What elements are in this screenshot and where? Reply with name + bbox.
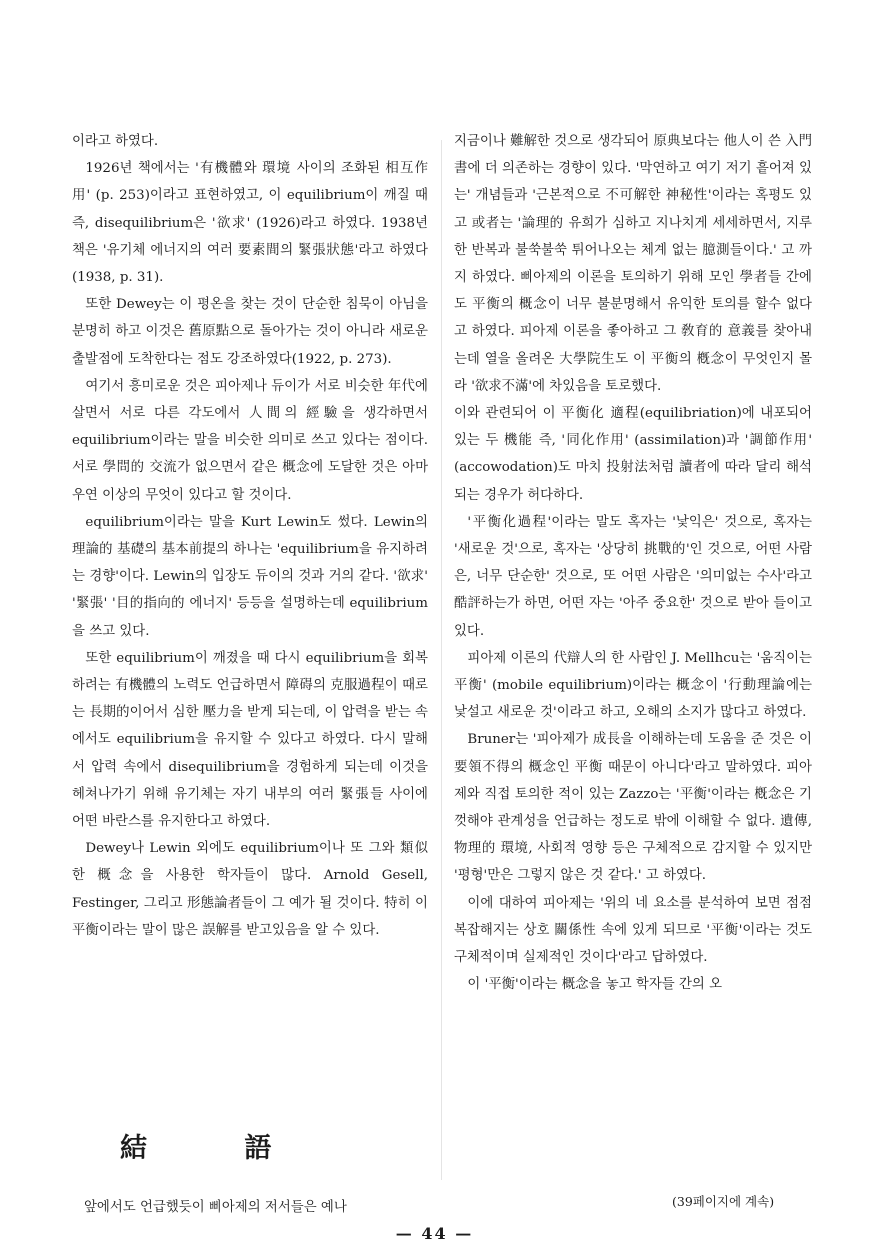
continued-note: (39페이지에 계속): [672, 1194, 775, 1209]
right-paragraph-2: 이와 관련되어 이 平衡化 適程(equilibriation)에 내포되어 있는 두 機能 즉, '同化作用' (assimilation)과 '調節作用' (accowodation)도 마치 投射法처럼 讀者에 따라 달리 해석되는 경우가 허다하다.: [454, 406, 812, 503]
right-paragraph-7: 이 '平衡'이라는 概念을 놓고 학자들 간의 오: [467, 977, 723, 993]
right-paragraph-3: '平衡化過程'이라는 말도 혹자는 '낯익은' 것으로, 혹자는 '새로운 것'으로, 혹자는 '상당히 挑戰的'인 것으로, 어떤 사람은, 너무 단순한' 것으로, 또 어떤 사람은 '의미없는 수사'라고 酷評하는가 하면, 어떤 자는 '아주 중요한' 것으로 받아 들이고 있다.: [454, 514, 812, 639]
left-paragraph-3: 또한 Dewey는 이 평온을 찾는 것이 단순한 침묵이 아님을 분명히 하고 이것은 舊原點으로 돌아가는 것이 아니라 새로운 출발점에 도착한다는 점도 강조하였다(1922, p. 273).: [72, 297, 428, 367]
section-heading: 結 語: [120, 1133, 316, 1164]
column-divider: [441, 140, 442, 1180]
left-paragraph-7: Dewey나 Lewin 외에도 equilibrium이나 또 그와 類似한 概念을 사용한 학자들이 많다. Arnold Gesell, Festinger, 그리고 形態論者들이 그 예가 될 것이다. 特히 이 平衡이라는 말이 많은 誤解를 받고있음을 알 수 있다.: [72, 841, 428, 938]
left-paragraph-5: equilibrium이라는 말을 Kurt Lewin도 썼다. Lewin의 理論的 基礎의 基本前提의 하나는 'equilibrium을 유지하려는 경향'이다. Lewin의 입장도 듀이의 것과 거의 같다. '欲求' '緊張' '目的指向的 에너지' 등등을 설명하는데 equilibrium을 쓰고 있다.: [72, 514, 428, 639]
right-paragraph-1: 지금이나 難解한 것으로 생각되어 原典보다는 他人이 쓴 入門書에 더 의존하는 경향이 있다. '막연하고 여기 저기 흩어져 있는' 개념들과 '근본적으로 不可解한 神秘性'이라는 혹평도 있고 或者는 '論理的 유희가 심하고 지나치게 세세하면서, 지루한 반복과 불쑥불쑥 튀어나오는 체계 없는 臆測들이다.' 고 까지 하였다. 삐아제의 이론을 토의하기 위해 모인 學者들 간에도 平衡의 概念이 너무 불분명해서 유익한 토의를 할수 없다고 하였다. 피아제 이론을 좋아하고 그 敎育的 意義를 찾아내는데 열을 올려온 大學院生도 이 平衡의 槪念이 무엇인지 몰라 '欲求不滿'에 차있음을 토로했다.: [454, 134, 812, 394]
right-paragraph-4: 피아제 이론의 代辯人의 한 사람인 J. Mellhcu는 '움직이는 平衡' (mobile equilibrium)이라는 概念이 '行動理論에는 낯설고 새로운 것'이라고 하고, 오해의 소지가 많다고 하였다.: [454, 650, 812, 721]
page-number: — 44 —: [395, 1224, 474, 1243]
left-paragraph-4: 여기서 흥미로운 것은 피아제나 듀이가 서로 비슷한 年代에 살면서 서로 다른 각도에서 人間의 經驗을 생각하면서 equilibrium이라는 말을 비슷한 의미로 쓰고 있다는 점이다. 서로 學問的 交流가 없으면서 같은 概念에 도달한 것은 아마 우연 이상의 무엇이 있다고 할 것이다.: [72, 378, 428, 503]
right-paragraph-5: Bruner는 '피아제가 成長을 이해하는데 도움을 준 것은 이 要領不得의 概念인 平衡 때문이 아니다'라고 말하였다. 피아제와 직접 토의한 적이 있는 Zazzo는 '平衡'이라는 槪念은 기껏해야 관계성을 언급하는 정도로 밖에 이해할 수 없다. 遺傳, 物理的 環境, 사회적 영향 등은 구체적으로 감지할 수 있지만 '평형'만은 그렇지 않은 것 같다.' 고 하였다.: [454, 732, 812, 884]
left-column: [72, 128, 428, 944]
left-last-line: 앞에서도 언급했듯이 삐아제의 저서들은 예나: [84, 1200, 347, 1215]
right-column: [454, 128, 812, 999]
left-paragraph-6: 또한 equilibrium이 깨졌을 때 다시 equilibrium을 회복하려는 有機體의 노력도 언급하면서 障碍의 克服過程이 때로는 長期的이어서 심한 壓力을 받게 되는데, 이 압력을 받는 속에서도 equilibrium을 유지할 수 있다고 하였다. 다시 말해서 압력 속에서 disequilibrium을 경험하게 되는데 이것을 헤쳐나가기 위해 유기체는 자기 내부의 여러 緊張들 사이에 어떤 바란스를 유지한다고 하였다.: [72, 650, 428, 830]
right-paragraph-6: 이에 대하여 피아제는 '위의 네 요소를 분석하여 보면 점점 복잡해지는 상호 關係性 속에 있게 되므로 '平衡'이라는 것도 구체적이며 실제적인 것이다'라고 답하였다.: [454, 895, 812, 966]
left-paragraph-2: 1926년 책에서는 '有機體와 環境 사이의 조화된 相互作用' (p. 253)이라고 표현하였고, 이 equilibrium이 깨질 때 즉, disequilibrium은 '欲求' (1926)라고 하였다. 1938년 책은 '유기체 에너지의 여러 要素間의 緊張狀態'라고 하였다 (1938, p. 31).: [72, 161, 428, 286]
left-paragraph-1: 이라고 하였다.: [72, 134, 159, 149]
